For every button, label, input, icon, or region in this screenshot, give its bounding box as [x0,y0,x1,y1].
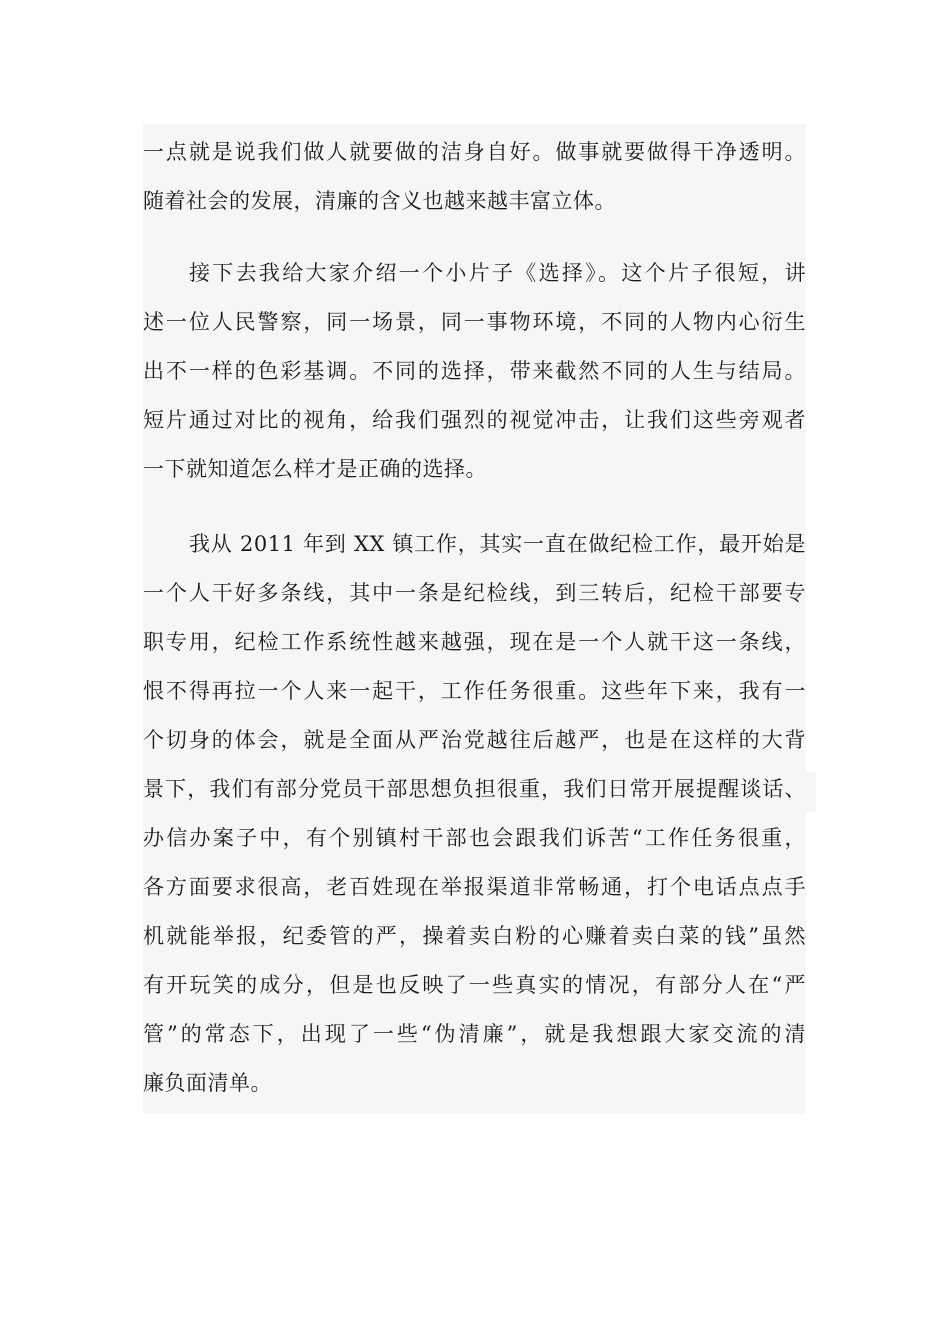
paragraph-2-line-1: 接下去我给大家介绍一个小片子《选择》。这个片子很短，讲 [189,261,806,285]
paragraph-3-line-11: 管”的常态下，出现了一些“伪清廉”，就是我想跟大家交流的清 [143,1022,806,1046]
paragraph-3-line-7: 办信办案子中，有个别镇村干部也会跟我们诉苦“工作任务很重， [143,826,806,850]
paragraph-2-line-5: 一下就知道怎么样才是正确的选择。 [143,457,487,481]
paragraph-2-line-2: 述一位人民警察，同一场景，同一事物环境，不同的人物内心衍生 [143,310,806,334]
paragraph-3-line-12: 廉负面清单。 [143,1071,272,1095]
paragraph-3-line-3: 职专用，纪检工作系统性越来越强，现在是一个人就干这一条线， [143,630,806,654]
paragraph-3-line-1: 我从 2011 年到 XX 镇工作，其实一直在做纪检工作，最开始是 [189,532,806,556]
paragraph-3-line-2: 一个人干好多条线，其中一条是纪检线，到三转后，纪检干部要专 [143,581,806,605]
paragraph-3-line-4: 恨不得再拉一个人来一起干，工作任务很重。这些年下来，我有一 [143,679,806,703]
paragraph-2-line-3: 出不一样的色彩基调。不同的选择，带来截然不同的人生与结局。 [143,359,806,383]
highlight-overflow [806,772,816,812]
document-text-block [143,124,806,1114]
paragraph-3-line-10: 有开玩笑的成分，但是也反映了一些真实的情况，有部分人在“严 [143,973,806,997]
paragraph-3-line-8: 各方面要求很高，老百姓现在举报渠道非常畅通，打个电话点点手 [143,875,806,899]
paragraph-1-line-2: 随着社会的发展，清廉的含义也越来越丰富立体。 [143,189,616,213]
paragraph-2-line-4: 短片通过对比的视角，给我们强烈的视觉冲击，让我们这些旁观者 [143,408,806,432]
paragraph-3-line-5: 个切身的体会，就是全面从严治党越往后越严，也是在这样的大背 [143,728,806,752]
paragraph-3-line-6: 景下，我们有部分党员干部思想负担很重，我们日常开展提醒谈话、 [143,777,806,801]
paragraph-1-line-1: 一点就是说我们做人就要做的洁身自好。做事就要做得干净透明。 [143,140,806,164]
paragraph-3-line-9: 机就能举报，纪委管的严，操着卖白粉的心赚着卖白菜的钱”虽然 [143,924,806,948]
